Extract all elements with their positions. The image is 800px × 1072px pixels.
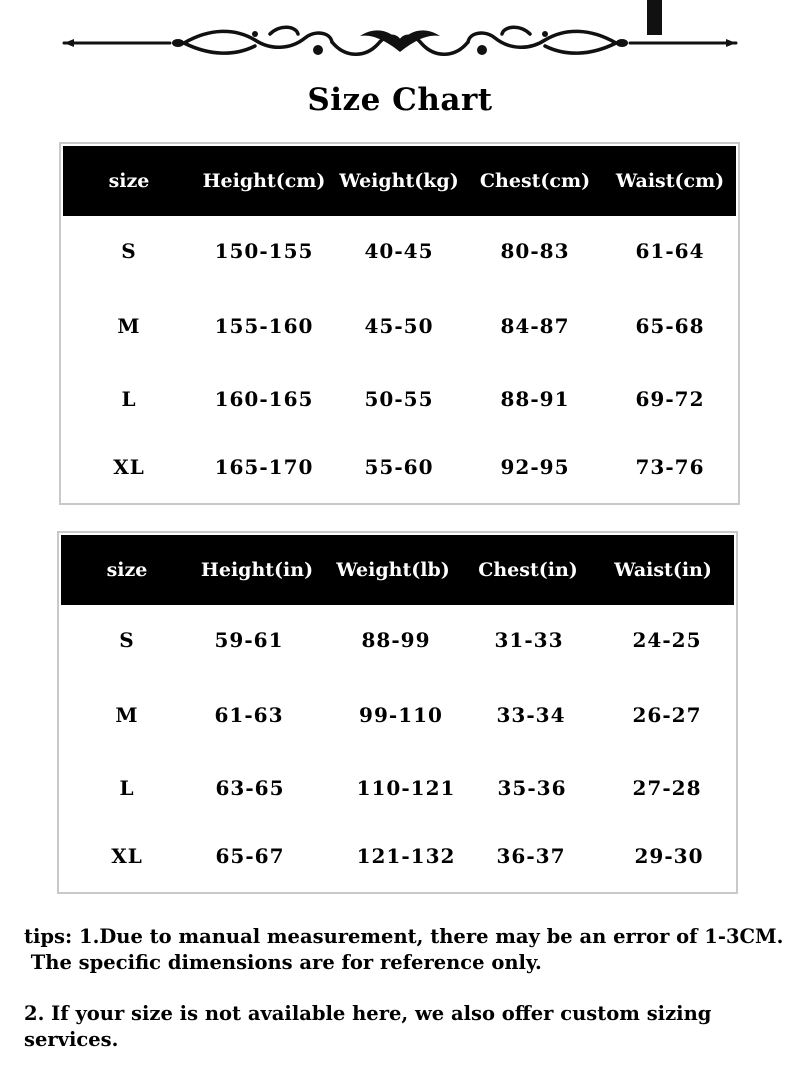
size-cell: XL	[113, 455, 145, 479]
size-cell: L	[119, 776, 135, 800]
size-cell: M	[117, 314, 141, 338]
size-cell: S	[121, 239, 137, 263]
header-chest: Chest(in)	[478, 559, 578, 581]
header-height: Height(cm)	[202, 170, 326, 192]
waist-cell: 69-72	[635, 387, 705, 411]
tip-line-2: The specific dimensions are for reference only.	[24, 951, 542, 974]
ornament-divider-icon	[60, 20, 740, 66]
weight-cell: 88-99	[361, 628, 431, 652]
tips-spacer	[24, 976, 784, 1001]
weight-cell: 40-45	[364, 239, 434, 263]
chest-cell: 92-95	[500, 455, 570, 479]
header-size: size	[108, 170, 150, 192]
tip-line-4: services.	[24, 1028, 119, 1051]
imperial-table-header	[61, 535, 734, 605]
waist-cell: 73-76	[635, 455, 705, 479]
weight-cell: 121-132	[356, 844, 456, 868]
size-cell: M	[115, 703, 139, 727]
chest-cell: 31-33	[494, 628, 564, 652]
height-cell: 63-65	[215, 776, 285, 800]
height-cell: 150-155	[214, 239, 314, 263]
height-cell: 165-170	[214, 455, 314, 479]
tip-line-1: tips: 1.Due to manual measurement, there may be an error of 1-3CM.	[24, 925, 784, 948]
weight-cell: 45-50	[364, 314, 434, 338]
weight-cell: 50-55	[364, 387, 434, 411]
waist-cell: 29-30	[634, 844, 704, 868]
height-cell: 160-165	[214, 387, 314, 411]
waist-cell: 26-27	[632, 703, 702, 727]
header-waist: Waist(in)	[614, 559, 712, 581]
size-cell: L	[121, 387, 137, 411]
header-weight: Weight(lb)	[336, 559, 450, 581]
waist-cell: 24-25	[632, 628, 702, 652]
header-height: Height(in)	[200, 559, 314, 581]
weight-cell: 55-60	[364, 455, 434, 479]
height-cell: 155-160	[214, 314, 314, 338]
chest-cell: 36-37	[496, 844, 566, 868]
header-waist: Waist(cm)	[615, 170, 725, 192]
header-size: size	[106, 559, 148, 581]
page-title: Size Chart	[307, 82, 493, 118]
metric-table-header	[63, 146, 736, 216]
header-weight: Weight(kg)	[339, 170, 459, 192]
chest-cell: 33-34	[496, 703, 566, 727]
height-cell: 59-61	[214, 628, 284, 652]
height-cell: 65-67	[215, 844, 285, 868]
height-cell: 61-63	[214, 703, 284, 727]
metric-size-table	[59, 142, 740, 505]
tip-line-3: 2. If your size is not available here, we also offer custom sizing	[24, 1002, 712, 1025]
chest-cell: 84-87	[500, 314, 570, 338]
tips-section	[24, 924, 784, 1053]
waist-cell: 61-64	[635, 239, 705, 263]
weight-cell: 110-121	[356, 776, 456, 800]
imperial-size-table	[57, 531, 738, 894]
waist-cell: 65-68	[635, 314, 705, 338]
chest-cell: 80-83	[500, 239, 570, 263]
header-chest: Chest(cm)	[479, 170, 591, 192]
chest-cell: 88-91	[500, 387, 570, 411]
size-cell: XL	[111, 844, 143, 868]
weight-cell: 99-110	[359, 703, 443, 727]
size-cell: S	[119, 628, 135, 652]
chest-cell: 35-36	[497, 776, 567, 800]
waist-cell: 27-28	[632, 776, 702, 800]
